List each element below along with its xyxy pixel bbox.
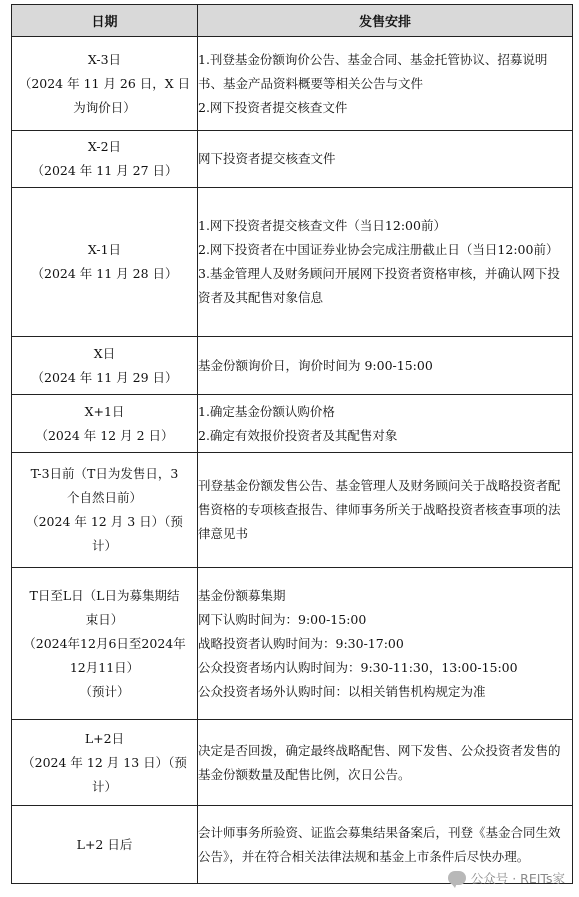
arrangement-cell [198,337,573,395]
date-line: （2024 年 11 月 29 日） [31,369,178,385]
arrangement-cell [198,188,573,337]
arrangement-cell [198,453,573,568]
arrangement-item: 网下投资者提交核查文件 [198,151,336,166]
date-line: X+1日 [84,403,125,419]
date-line: X-1日 [87,242,122,257]
arrangement-item: 战略投资者认购时间为：9:30-17:00 [198,635,404,651]
date-line: X-2日 [87,139,122,154]
date-line: 个自然日前） [66,490,142,505]
date-line: 计） [91,538,117,553]
arrangement-item: 公众投资者场外认购时间：以相关销售机构规定为准 [198,683,486,699]
chat-bubble-icon [448,871,466,885]
date-line: （2024 年 12 月 2 日） [35,427,174,443]
table-row [12,453,573,568]
arrangement-item: 公众投资者场内认购时间为：9:30-11:30，13:00-15:00 [198,659,518,675]
date-line: 计） [91,778,117,794]
header-date: 日期 [12,5,198,37]
date-line: L+2日 [84,730,125,746]
date-line: 束日） [85,611,124,627]
date-line: 为询价日） [73,99,136,115]
date-line: （2024 年 11 月 27 日） [31,163,178,178]
date-line: （2024 年 11 月 28 日） [31,266,178,281]
arrangement-item: 2.网下投资者在中国证券业协会完成注册截止日（当日12:00前） [198,242,559,257]
date-cell [12,131,198,188]
date-cell [12,37,198,131]
table-row [12,37,573,131]
arrangement-cell [198,720,573,806]
date-line: （预计） [79,683,130,699]
table-row [12,395,573,453]
date-line: T-3日前（T日为发售日，3 [30,466,179,481]
date-line: L+2 日后 [76,836,133,852]
date-cell [12,453,198,568]
table-row [12,568,573,720]
arrangement-cell [198,568,573,720]
arrangement-item: 基金份额询价日，询价时间为 9:00-15:00 [198,357,433,373]
table-row [12,337,573,395]
arrangement-cell [198,37,573,131]
arrangement-cell [198,395,573,453]
arrangement-item: 2.确定有效报价投资者及其配售对象 [198,427,398,443]
arrangement-item: 网下认购时间为：9:00-15:00 [198,611,367,627]
arrangement-item: 3.基金管理人及财务顾问开展网下投资者资格审核，并确认网下投资者及其配售对象信息 [198,266,560,305]
table-row [12,720,573,806]
offering-schedule-table [11,4,573,884]
arrangement-item: 1.网下投资者提交核查文件（当日12:00前） [198,218,446,233]
arrangement-item: 基金份额募集期 [198,587,286,603]
arrangement-item: 决定是否回拨，确定最终战略配售、网下发售、公众投资者发售的基金份额数量及配售比例，次日公告。 [198,742,561,782]
date-cell [12,568,198,720]
table-row [12,131,573,188]
date-line: （2024年12月6日至2024年 [23,635,186,651]
date-line: X日 [93,345,116,361]
date-cell [12,720,198,806]
date-cell [12,188,198,337]
arrangement-item: 刊登基金份额发售公告、基金管理人及财务顾问关于战略投资者配售资格的专项核查报告、律师事务所关于战略投资者核查事项的法律意见书 [198,478,561,541]
date-line: （2024 年 11 月 26 日，X 日 [18,75,191,91]
header-arrangement: 发售安排 [198,5,573,37]
date-line: T日至L日（L日为募集期结 [29,587,180,603]
date-cell [12,337,198,395]
header-row [12,5,573,37]
date-line: （2024 年 12 月 3 日）（预 [26,514,183,529]
date-cell [12,806,198,884]
date-line: 12月11日） [69,659,140,675]
date-cell [12,395,198,453]
arrangement-item: 2.网下投资者提交核查文件 [198,99,348,115]
date-line: （2024 年 12 月 13 日）（预 [22,754,187,770]
arrangement-item: 1.刊登基金份额询价公告、基金合同、基金托管协议、招募说明书、基金产品资料概要等相关公告与文件 [198,51,548,91]
date-line: X-3日 [87,51,122,67]
watermark [448,869,565,887]
watermark-text: 公众号 · REITs家 [470,871,565,886]
table-row [12,188,573,337]
arrangement-cell [198,131,573,188]
arrangement-item: 会计师事务所验资、证监会募集结果备案后，刊登《基金合同生效公告》，并在符合相关法律法规和基金上市条件后尽快办理。 [198,824,561,864]
arrangement-item: 1.确定基金份额认购价格 [198,403,335,419]
